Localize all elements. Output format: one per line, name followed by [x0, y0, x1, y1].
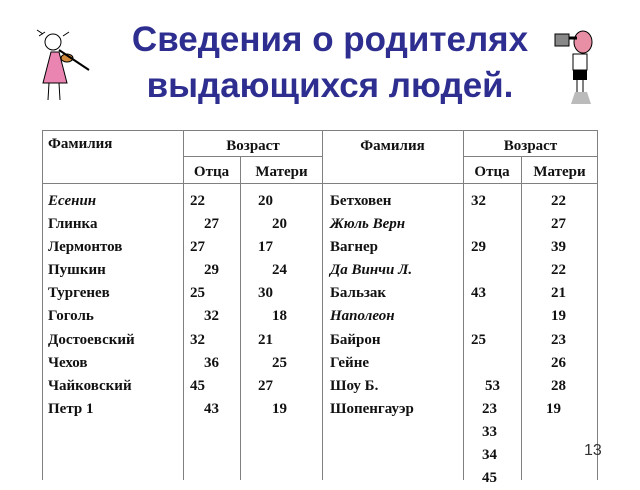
- table-cell-mother-age: 39: [551, 239, 566, 256]
- girl-violin-clipart-icon: [35, 28, 95, 108]
- table-cell-name: Пушкин: [48, 262, 106, 279]
- slide-title-line2: выдающихся людей.: [146, 66, 514, 105]
- table-cell-name: Жюль Верн: [330, 216, 406, 233]
- table-border: [183, 130, 184, 480]
- table-cell-name: Гоголь: [48, 308, 94, 325]
- girl-binoculars-clipart-icon: [553, 28, 603, 108]
- table-cell-father-age: 45: [190, 377, 205, 394]
- table-border: [240, 156, 241, 480]
- table-cell-father-age: [471, 213, 500, 236]
- table-cell-name: Вагнер: [330, 239, 378, 256]
- right-father-column: [471, 190, 500, 490]
- left-mother-column: [258, 190, 287, 421]
- header-age-right: Возраст: [503, 138, 558, 154]
- table-cell-father-age: 27: [190, 239, 205, 256]
- table-cell-name: Шоу Б.: [330, 377, 379, 394]
- table-cell-name: Гейне: [330, 354, 370, 371]
- table-cell-mother-age: 21: [258, 331, 273, 348]
- table-header-bottom-border: [42, 183, 598, 184]
- table-border: [521, 156, 522, 480]
- table-cell-father-age: 27: [204, 216, 219, 233]
- table-cell-father-age: 29: [471, 239, 486, 256]
- table-cell-mother-age: 18: [272, 308, 287, 325]
- table-cell-mother-age: 24: [272, 262, 287, 279]
- table-cell-mother-age: 20: [272, 216, 287, 233]
- table-cell-father-age: [471, 259, 500, 282]
- left-names-column: [48, 190, 135, 421]
- table-cell-father-age: [471, 352, 500, 375]
- table-cell-name: Лермонтов: [48, 239, 123, 256]
- table-cell-name: Шопенгауэр: [330, 400, 414, 417]
- table-cell-mother-age: 19: [551, 308, 566, 325]
- table-cell-father-age: [471, 305, 500, 328]
- header-mother-right: Матери: [533, 164, 586, 180]
- table-cell-name: Петр 1: [48, 400, 94, 417]
- table-cell-mother-age: 26: [551, 354, 566, 371]
- table-cell-father-age: 32: [471, 193, 486, 209]
- table-cell-father-age: 33: [482, 423, 497, 440]
- table-cell-father-age: 36: [204, 354, 219, 371]
- table-cell-mother-age: 20: [258, 193, 273, 209]
- table-cell-name: Чайковский: [48, 377, 132, 394]
- table-subheader-line-right: [463, 156, 598, 157]
- table-cell-name: Тургенев: [48, 285, 110, 302]
- table-cell-mother-age: 30: [258, 285, 273, 302]
- table-cell-name: Бальзак: [330, 285, 387, 302]
- table-cell-name: Достоевский: [48, 331, 135, 348]
- table-cell-father-age: 22: [190, 193, 205, 209]
- right-names-column: [330, 190, 414, 421]
- table-border: [463, 130, 464, 480]
- table-top-border: [42, 130, 598, 131]
- table-cell-mother-age: 17: [258, 239, 273, 256]
- table-cell-mother-age: 27: [258, 377, 273, 394]
- table-cell-mother-age: 19: [546, 400, 561, 417]
- table-cell-father-age: 29: [204, 262, 219, 279]
- table-cell-father-age: 32: [190, 331, 205, 348]
- slide-number: 13: [584, 442, 602, 459]
- table-cell-mother-age: 22: [551, 262, 566, 279]
- right-mother-column: [546, 190, 566, 421]
- table-cell-father-age: 25: [471, 331, 486, 348]
- header-age-left: Возраст: [226, 138, 280, 154]
- table-cell-father-age: 34: [482, 447, 497, 464]
- table-border: [322, 130, 323, 480]
- header-father-right: Отца: [474, 164, 510, 180]
- left-father-column: [190, 190, 219, 421]
- table-subheader-line-left: [183, 156, 323, 157]
- slide-title-line1: Сведения о родителях: [131, 20, 529, 59]
- header-father-left: Отца: [193, 164, 230, 180]
- table-border: [597, 130, 598, 480]
- table-cell-mother-age: 21: [551, 285, 566, 302]
- table-cell-name: Наполеон: [330, 308, 395, 325]
- header-surname-left: Фамилия: [48, 136, 113, 152]
- table-cell-mother-age: 25: [272, 354, 287, 371]
- table-cell-father-age: 43: [471, 285, 486, 302]
- table-cell-mother-age: 28: [551, 377, 566, 394]
- table-cell-name: Байрон: [330, 331, 381, 348]
- table-cell-mother-age: 23: [551, 331, 566, 348]
- table-cell-father-age: 43: [204, 400, 219, 417]
- header-surname-right: Фамилия: [360, 138, 425, 154]
- table-cell-mother-age: 27: [551, 216, 566, 233]
- table-cell-father-age: 53: [485, 377, 500, 394]
- table-cell-name: Да Винчи Л.: [330, 262, 413, 279]
- table-cell-name: Есенин: [48, 193, 97, 209]
- table-cell-mother-age: 22: [551, 193, 566, 209]
- table-cell-mother-age: 19: [272, 400, 287, 417]
- header-mother-left: Матери: [255, 164, 308, 180]
- table-cell-father-age: 45: [482, 470, 497, 487]
- table-cell-father-age: 32: [204, 308, 219, 325]
- table-cell-name: Бетховен: [330, 193, 392, 209]
- table-border: [42, 130, 43, 480]
- table-cell-father-age: 25: [190, 285, 205, 302]
- table-cell-name: Чехов: [48, 354, 88, 371]
- table-cell-father-age: 23: [482, 400, 497, 417]
- table-cell-name: Глинка: [48, 216, 98, 233]
